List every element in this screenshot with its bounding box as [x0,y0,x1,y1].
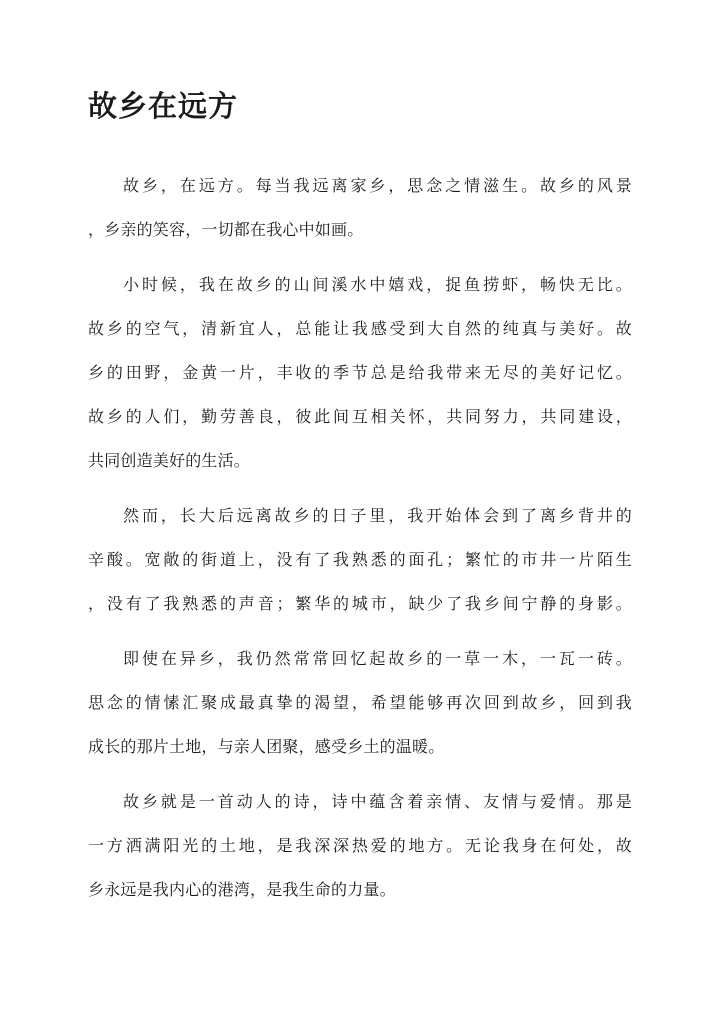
paragraph-2-line-4: 故乡的人们，勤劳善良，彼此间互相关怀，共同努力，共同建设， [88,407,632,426]
paragraph-5-line-2: 一方洒满阳光的土地，是我深深热爱的地方。无论我身在何处，故 [88,836,632,855]
paragraph-3-line-1: 然而，长大后远离故乡的日子里，我开始体会到了离乡背井的 [123,506,632,525]
paragraph-2-line-5: 共同创造美好的生活。 [88,451,251,470]
paragraph-5-line-1: 故乡就是一首动人的诗，诗中蕴含着亲情、友情与爱情。那是 [123,792,632,811]
paragraph-1-line-1: 故乡，在远方。每当我远离家乡，思念之情滋生。故乡的风景 [123,176,632,195]
paragraph-1-line-2: ，乡亲的笑容，一切都在我心中如画。 [88,220,364,239]
paragraph-5-line-3: 乡永远是我内心的港湾，是我生命的力量。 [88,880,396,899]
paragraph-4-line-2: 思念的情愫汇聚成最真挚的渴望，希望能够再次回到故乡，回到我 [88,693,632,712]
document-title: 故乡在远方 [88,89,239,123]
paragraph-2-line-3: 乡的田野，金黄一片，丰收的季节总是给我带来无尽的美好记忆。 [88,363,632,382]
paragraph-4-line-1: 即使在异乡，我仍然常常回忆起故乡的一草一木，一瓦一砖。 [123,649,632,668]
paragraph-2-line-1: 小时候，我在故乡的山间溪水中嬉戏，捉鱼捞虾，畅快无比。 [123,275,632,294]
paragraph-3-line-3: ，没有了我熟悉的声音；繁华的城市，缺少了我乡间宁静的身影。 [88,594,632,613]
paragraph-3-line-2: 辛酸。宽敞的街道上，没有了我熟悉的面孔；繁忙的市井一片陌生 [88,550,632,569]
paragraph-4-line-3: 成长的那片土地，与亲人团聚，感受乡土的温暖。 [88,737,445,756]
paragraph-2-line-2: 故乡的空气，清新宜人，总能让我感受到大自然的纯真与美好。故 [88,319,632,338]
